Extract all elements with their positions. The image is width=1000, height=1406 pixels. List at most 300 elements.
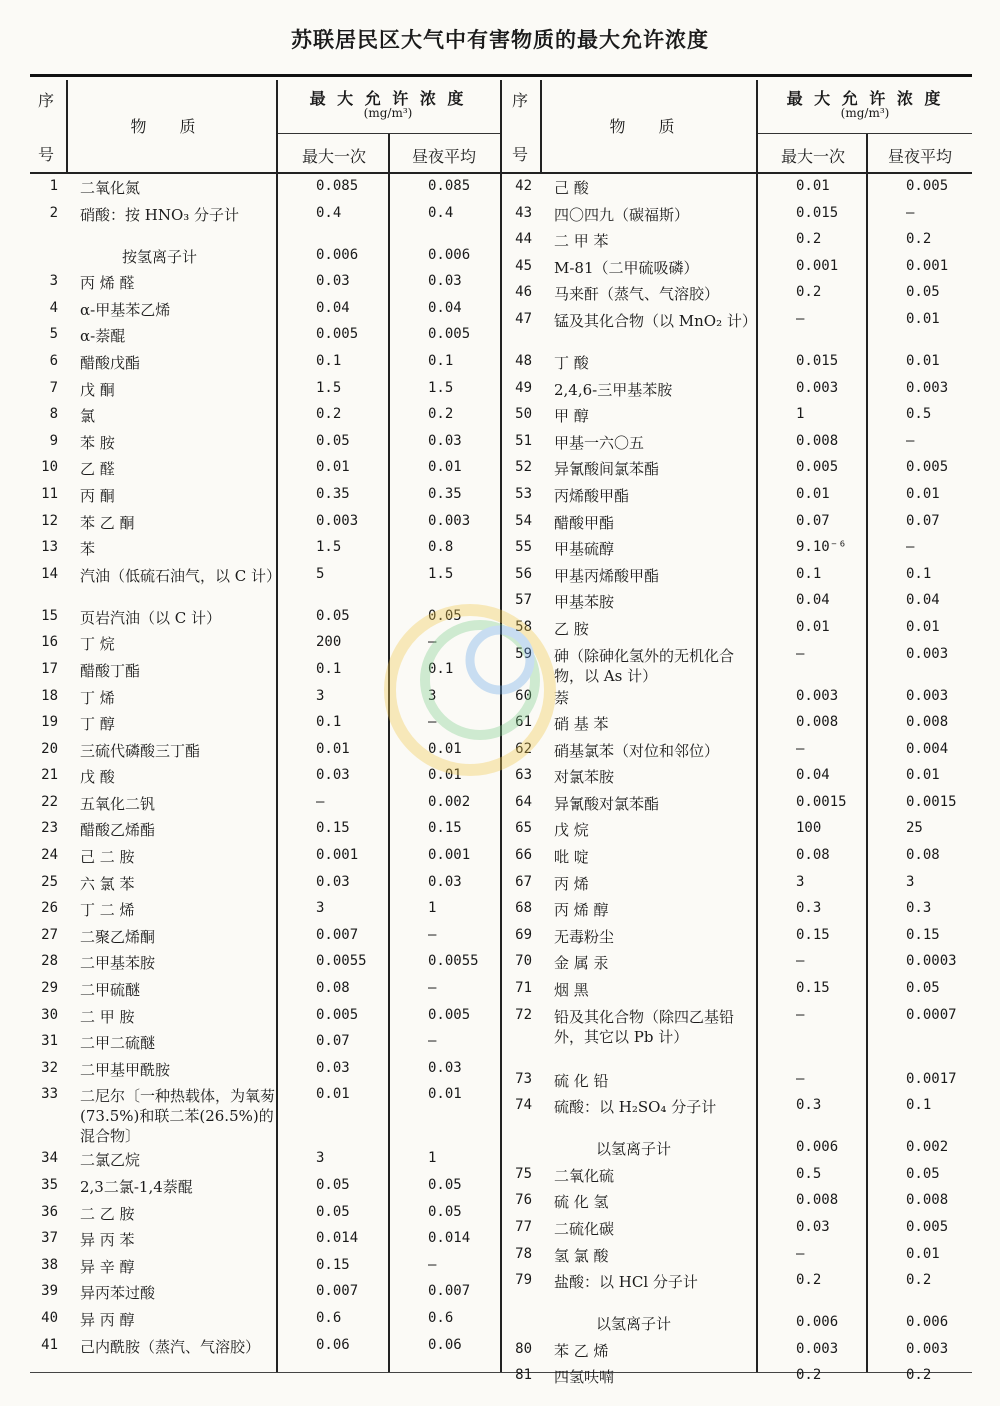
- day-night-avg-value: 0.1: [428, 660, 454, 677]
- max-once-value: 0.08: [316, 980, 350, 997]
- right-table-body: [500, 178, 972, 1394]
- table-row: [30, 1007, 500, 1034]
- table-row: [30, 900, 500, 927]
- table-row: [500, 874, 972, 901]
- max-once-value: 0.2: [796, 1272, 822, 1289]
- table-row: [30, 767, 500, 794]
- substance-name: 吡 啶: [554, 848, 589, 867]
- row-number: 49: [515, 379, 532, 396]
- substance-name: 二硫化碳: [554, 1220, 615, 1238]
- day-night-avg-value: 0.006: [906, 1314, 949, 1331]
- max-once-value: 0.008: [796, 432, 839, 449]
- substance-name: 二甲基苯胺: [80, 954, 156, 973]
- max-once-value: 1.5: [316, 379, 342, 396]
- row-number: 55: [515, 539, 532, 556]
- substance-name: 硫 化 铅: [554, 1071, 609, 1090]
- row-number: 52: [515, 459, 532, 476]
- max-once-value: 3: [316, 687, 325, 704]
- substance-name: 丁 二 烯: [80, 901, 135, 920]
- max-once-value: 0.35: [316, 485, 350, 502]
- table-row: [500, 231, 972, 258]
- table-row: [500, 513, 972, 540]
- max-once-value: 0.06: [316, 1336, 350, 1353]
- day-night-avg-value: 0.003: [906, 1340, 949, 1357]
- day-night-avg-value: 0.003: [906, 379, 949, 396]
- substance-name: 2,3二氯-1,4萘醌: [80, 1178, 193, 1196]
- max-once-value: —: [796, 953, 805, 970]
- day-night-avg-value: 3: [428, 687, 437, 704]
- substance-name: 甲基硫醇: [554, 540, 615, 559]
- top-rule: [30, 74, 972, 77]
- table-row: [500, 459, 972, 486]
- max-once-value: 0.005: [316, 1006, 359, 1023]
- substance-name: 二 甲 苯: [554, 232, 609, 251]
- day-night-avg-value: 0.2: [906, 1272, 932, 1289]
- max-once-value: 0.07: [796, 512, 830, 529]
- day-night-avg-value: 0.085: [428, 178, 471, 194]
- max-once-value: 0.007: [316, 926, 359, 943]
- table-row: [500, 741, 972, 768]
- table-row: [30, 661, 500, 688]
- substance-name: 铅及其化合物（除四乙基铅外，其它以 Pb 计）: [554, 1007, 735, 1046]
- row-number: 66: [515, 847, 532, 864]
- max-once-value: 0.006: [316, 246, 359, 263]
- max-once-value: 0.01: [796, 618, 830, 635]
- day-night-avg-value: 0.04: [906, 592, 940, 609]
- day-night-avg-value: 0.1: [428, 352, 454, 369]
- substance-name: 丁 烷: [80, 635, 115, 654]
- day-night-avg-value: 0.2: [906, 231, 932, 248]
- row-number: 61: [515, 714, 532, 731]
- table-row: [30, 1257, 500, 1284]
- table-row: [30, 847, 500, 874]
- day-night-avg-value: 0.03: [428, 873, 462, 890]
- row-number: 54: [515, 512, 532, 529]
- substance-name: 以氢离子计: [596, 1140, 672, 1159]
- max-once-value: 0.015: [796, 352, 839, 369]
- table-row: [30, 741, 500, 768]
- table-row: [500, 1341, 972, 1368]
- row-number: 13: [41, 539, 58, 556]
- table-row: [500, 258, 972, 285]
- day-night-avg-value: 0.4: [428, 204, 454, 221]
- left-table-body: [30, 178, 500, 1379]
- row-number: 63: [515, 767, 532, 784]
- row-number: 70: [515, 953, 532, 970]
- substance-name: 二氧化氮: [80, 179, 141, 197]
- table-row: [30, 433, 500, 460]
- row-number: 76: [515, 1192, 532, 1209]
- day-night-avg-value: 0.03: [428, 1059, 462, 1076]
- seq-header-top-right: 序: [511, 91, 528, 110]
- row-number: 65: [515, 820, 532, 837]
- table-row: [500, 1246, 972, 1273]
- substance-name: 盐酸：以 HCl 分子计: [554, 1273, 698, 1292]
- day-night-avg-value: 0.01: [428, 1086, 462, 1103]
- table-row: [30, 608, 500, 635]
- substance-name: 五氧化二钒: [80, 794, 156, 813]
- substance-name: 异氰酸间氯苯酯: [554, 460, 660, 479]
- day-night-avg-value: 0.01: [906, 1245, 940, 1262]
- substance-name: 二甲二硫醚: [80, 1034, 156, 1053]
- seq-header-bottom-right: 号: [511, 145, 528, 164]
- row-number: 19: [41, 714, 58, 731]
- table-row: [30, 688, 500, 715]
- row-number: 41: [41, 1336, 58, 1353]
- substance-name: M-81（二甲硫吸磷）: [554, 258, 699, 277]
- day-night-avg-value: —: [428, 1256, 437, 1273]
- max-once-value: 0.0015: [796, 793, 847, 810]
- row-number: 69: [515, 926, 532, 943]
- substance-name: 硝 基 苯: [554, 715, 609, 734]
- row-number: 62: [515, 740, 532, 757]
- substance-name: 二 甲 胺: [80, 1007, 135, 1026]
- table-row: [500, 714, 972, 741]
- table-row: [500, 927, 972, 954]
- row-number: 67: [515, 873, 532, 890]
- table-row: [30, 1177, 500, 1204]
- day-night-avg-value: 0.07: [906, 512, 940, 529]
- max-once-value: 0.001: [796, 257, 839, 274]
- row-number: 11: [41, 485, 58, 502]
- max-once-value: —: [796, 740, 805, 757]
- row-number: 68: [515, 900, 532, 917]
- row-number: 36: [41, 1203, 58, 1220]
- day-night-avg-value: 0.002: [428, 793, 471, 810]
- max-once-value: —: [796, 1245, 805, 1262]
- row-number: 38: [41, 1256, 58, 1273]
- max-once-value: 0.3: [796, 1097, 822, 1114]
- max-once-value: 0.1: [316, 714, 342, 731]
- day-night-avg-value: 0.3: [906, 900, 932, 917]
- substance-name: 甲基丙烯酸甲酯: [554, 566, 660, 585]
- max-once-value: 0.015: [796, 204, 839, 221]
- row-number: 60: [515, 687, 532, 704]
- day-night-avg-value: 0.05: [906, 980, 940, 997]
- max-once-value: —: [796, 310, 805, 327]
- limit-header: 最 大 允 许 浓 度: [309, 89, 467, 108]
- max-once-value: 0.03: [316, 873, 350, 890]
- table-row: [500, 1097, 972, 1139]
- table-row: [500, 1071, 972, 1098]
- max-once-value: 3: [796, 873, 805, 890]
- max-once-value: 0.15: [796, 980, 830, 997]
- table-row: [500, 900, 972, 927]
- day-night-avg-value: 0.03: [428, 273, 462, 290]
- day-night-avg-value: 1: [428, 1150, 437, 1167]
- table-row: [30, 353, 500, 380]
- substance-name: 丙烯酸甲酯: [554, 486, 630, 505]
- substance-name: 丁 烯: [80, 688, 115, 707]
- max-once-value: 0.04: [796, 767, 830, 784]
- day-night-avg-value: 0.05: [428, 607, 462, 624]
- max-once-value: —: [796, 1006, 805, 1023]
- substance-name: 醋酸乙烯酯: [80, 821, 156, 840]
- row-number: 53: [515, 485, 532, 502]
- substance-name: 醋酸戊酯: [80, 353, 141, 372]
- avg-header-right: 昼夜平均: [887, 147, 952, 166]
- substance-name: 2,4,6-三甲基苯胺: [554, 380, 673, 399]
- day-night-avg-value: 0.08: [906, 847, 940, 864]
- max-once-value: 9.10⁻⁶: [796, 539, 847, 556]
- max-once-value: 1: [796, 406, 805, 423]
- table-row: [500, 178, 972, 205]
- max-once-value: 0.01: [316, 740, 350, 757]
- substance-name: 己 酸: [554, 179, 589, 197]
- substance-name: 异 辛 醇: [80, 1257, 135, 1276]
- day-night-avg-value: 25: [906, 820, 923, 837]
- row-number: 22: [41, 793, 58, 810]
- row-number: 24: [41, 847, 58, 864]
- substance-name: 丙 烯 醛: [80, 274, 135, 293]
- max-once-value: 0.0055: [316, 953, 367, 970]
- day-night-avg-value: 0.05: [428, 1177, 462, 1193]
- max-once-value: 0.014: [316, 1230, 359, 1247]
- row-number: 4: [49, 299, 58, 316]
- max-once-value: 0.01: [796, 485, 830, 502]
- substance-name: 三硫代磷酸三丁酯: [80, 741, 201, 760]
- substance-name: 戊 酸: [80, 768, 115, 787]
- substance-name: 硫酸：以 H₂SO₄ 分子计: [554, 1098, 717, 1117]
- substance-name: 萘: [554, 688, 570, 707]
- table-row: [500, 794, 972, 821]
- table-row: [500, 953, 972, 980]
- max-once-value: 0.007: [316, 1283, 359, 1300]
- day-night-avg-value: 0.005: [906, 459, 949, 476]
- table-row: [500, 205, 972, 232]
- day-night-avg-value: 0.005: [906, 178, 949, 194]
- substance-name: 锰及其化合物（以 MnO₂ 计）: [554, 311, 757, 330]
- max-once-value: 3: [316, 900, 325, 917]
- table-row: [30, 820, 500, 847]
- substance-name: 二氯乙烷: [80, 1151, 141, 1170]
- table-row: [500, 1166, 972, 1193]
- table-row: [500, 433, 972, 460]
- table-row: [30, 486, 500, 513]
- row-number: 77: [515, 1219, 532, 1235]
- seq-header-bottom: 号: [37, 145, 54, 164]
- max-once-value: 0.1: [316, 660, 342, 677]
- day-night-avg-value: 0.0015: [906, 793, 957, 810]
- table-row: [30, 634, 500, 661]
- table-row: [30, 273, 500, 300]
- max-once-value: 3: [316, 1150, 325, 1167]
- row-number: 71: [515, 980, 532, 997]
- row-number: 37: [41, 1230, 58, 1247]
- day-night-avg-value: 0.2: [906, 1367, 932, 1384]
- avg-header: 昼夜平均: [411, 147, 476, 166]
- row-number: 16: [41, 634, 58, 651]
- substance-name: 戊 烷: [554, 821, 589, 840]
- max-once-value: —: [796, 645, 805, 662]
- unit-header: (mg/m³): [363, 106, 413, 120]
- row-number: 6: [49, 352, 58, 369]
- row-number: 50: [515, 406, 532, 423]
- table-row: [500, 311, 972, 353]
- max-once-value: 5: [316, 565, 325, 582]
- max-once-value: 0.04: [796, 592, 830, 609]
- max-once-value: 1.5: [316, 539, 342, 556]
- row-number: 72: [515, 1006, 532, 1023]
- table-row: [500, 688, 972, 715]
- table-row: [30, 1230, 500, 1257]
- substance-name: 氢 氯 酸: [554, 1246, 609, 1265]
- table-row: [30, 1150, 500, 1177]
- row-number: 20: [41, 740, 58, 757]
- substance-header: 物 质: [130, 117, 210, 136]
- row-number: 51: [515, 432, 532, 449]
- max-once-value: 0.003: [796, 687, 839, 704]
- substance-name: 二氧化硫: [554, 1166, 615, 1185]
- day-night-avg-value: 0.005: [428, 1006, 471, 1023]
- day-night-avg-value: 0.35: [428, 485, 462, 502]
- row-number: 25: [41, 873, 58, 890]
- row-number: 64: [515, 793, 532, 810]
- substance-name: 以氢离子计: [596, 1315, 672, 1334]
- max-once-value: 0.15: [796, 926, 830, 943]
- row-number: 42: [515, 178, 532, 194]
- substance-name: 丁 醇: [80, 715, 115, 734]
- row-number: 10: [41, 459, 58, 476]
- substance-name: 金 属 汞: [554, 954, 609, 973]
- day-night-avg-value: 0.002: [906, 1139, 949, 1156]
- day-night-avg-value: 0.0017: [906, 1070, 957, 1087]
- table-row: [500, 767, 972, 794]
- table-row: [500, 486, 972, 513]
- table-row: [30, 1204, 500, 1231]
- row-number: 15: [41, 607, 58, 624]
- max-once-value: 0.006: [796, 1139, 839, 1156]
- day-night-avg-value: 1.5: [428, 379, 454, 396]
- row-number: 17: [41, 660, 58, 677]
- max-once-value: 0.2: [316, 406, 342, 423]
- day-night-avg-value: 0.014: [428, 1230, 471, 1247]
- row-number: 39: [41, 1283, 58, 1300]
- max-once-value: 0.008: [796, 714, 839, 731]
- day-night-avg-value: 0.008: [906, 1192, 949, 1209]
- substance-name: 二甲基甲酰胺: [80, 1060, 171, 1079]
- row-number: 33: [41, 1086, 58, 1103]
- table-row: [30, 1033, 500, 1060]
- row-number: 27: [41, 926, 58, 943]
- row-number: 73: [515, 1070, 532, 1087]
- day-night-avg-value: —: [428, 980, 437, 997]
- max-once-value: 0.006: [796, 1314, 839, 1331]
- day-night-avg-value: —: [428, 634, 437, 651]
- table-row: [30, 794, 500, 821]
- table-row: [500, 1272, 972, 1314]
- table-row: [500, 1219, 972, 1246]
- day-night-avg-value: 0.01: [428, 459, 462, 476]
- table-row: [500, 1007, 972, 1071]
- day-night-avg-value: 0.01: [906, 352, 940, 369]
- day-night-avg-value: 0.1: [906, 565, 932, 582]
- substance-name: 乙 醛: [80, 460, 115, 479]
- row-number: 34: [41, 1150, 58, 1167]
- row-number: 81: [515, 1367, 532, 1384]
- day-night-avg-value: 0.004: [906, 740, 949, 757]
- table-row: [30, 1337, 500, 1379]
- substance-name: 苯 胺: [80, 433, 115, 452]
- max-once-value: 0.1: [316, 352, 342, 369]
- max-once-value: —: [316, 793, 325, 810]
- max-once-value: 0.1: [796, 565, 822, 582]
- day-night-avg-value: 0.06: [428, 1336, 462, 1353]
- substance-name: 戊 酮: [80, 380, 115, 399]
- row-number: 29: [41, 980, 58, 997]
- day-night-avg-value: 0.001: [428, 847, 471, 864]
- row-number: 35: [41, 1177, 58, 1193]
- day-night-avg-value: 0.0055: [428, 953, 479, 970]
- row-number: 3: [49, 273, 58, 290]
- row-number: 1: [49, 178, 58, 194]
- day-night-avg-value: 0.01: [906, 310, 940, 327]
- max-once-value: —: [796, 1070, 805, 1087]
- max-once-value: 0.03: [316, 273, 350, 290]
- substance-name: 异氰酸对氯苯酯: [554, 794, 660, 813]
- substance-name: 苯 乙 酮: [80, 513, 135, 532]
- table-row: [30, 953, 500, 980]
- table-row: [30, 714, 500, 741]
- max-once-value: 0.05: [316, 1177, 350, 1193]
- table-row: [30, 1060, 500, 1087]
- day-night-avg-value: 0.003: [906, 687, 949, 704]
- day-night-avg-value: 0.01: [906, 767, 940, 784]
- unit-header-right: (mg/m³): [840, 106, 890, 120]
- day-night-avg-value: 0.005: [428, 326, 471, 343]
- table-row: [500, 406, 972, 433]
- substance-name: 无毒粉尘: [554, 927, 615, 946]
- day-night-avg-value: 0.1: [906, 1097, 932, 1114]
- day-night-avg-value: 0.6: [428, 1309, 454, 1326]
- table-row: [30, 927, 500, 954]
- day-night-avg-value: 0.15: [906, 926, 940, 943]
- row-number: 26: [41, 900, 58, 917]
- max-once-value: 0.05: [316, 607, 350, 624]
- substance-name: α-萘醌: [80, 327, 126, 346]
- row-number: 5: [49, 326, 58, 343]
- substance-name: 四氢呋喃: [554, 1368, 615, 1387]
- substance-name: 苯 乙 烯: [554, 1341, 609, 1360]
- table-row: [30, 205, 500, 247]
- table-row: [500, 284, 972, 311]
- max-once-value: 0.01: [316, 1086, 350, 1103]
- day-night-avg-value: 0.05: [906, 284, 940, 301]
- day-night-avg-value: 0.8: [428, 539, 454, 556]
- substance-name: 丙 烯 醇: [554, 901, 609, 920]
- day-night-avg-value: 0.006: [428, 246, 471, 263]
- row-number: 30: [41, 1006, 58, 1023]
- row-number: 80: [515, 1340, 532, 1357]
- max-once-value: 0.2: [796, 1367, 822, 1384]
- substance-name: 二 乙 胺: [80, 1204, 135, 1223]
- table-row: [500, 1367, 972, 1394]
- table-row: [30, 380, 500, 407]
- max-once-value: 0.008: [796, 1192, 839, 1209]
- day-night-avg-value: —: [906, 432, 915, 449]
- substance-name: α-甲基苯乙烯: [80, 300, 171, 319]
- day-night-avg-value: 0.01: [428, 740, 462, 757]
- row-number: 56: [515, 565, 532, 582]
- row-number: 43: [515, 204, 532, 221]
- page-title: 苏联居民区大气中有害物质的最大允许浓度: [291, 28, 709, 52]
- grid-line: [66, 80, 68, 172]
- substance-name: 硫 化 氢: [554, 1193, 609, 1212]
- substance-name: 对氯苯胺: [554, 768, 615, 787]
- row-number: 40: [41, 1309, 58, 1326]
- day-night-avg-value: 0.5: [906, 406, 932, 423]
- max-once-value: 0.01: [796, 178, 830, 194]
